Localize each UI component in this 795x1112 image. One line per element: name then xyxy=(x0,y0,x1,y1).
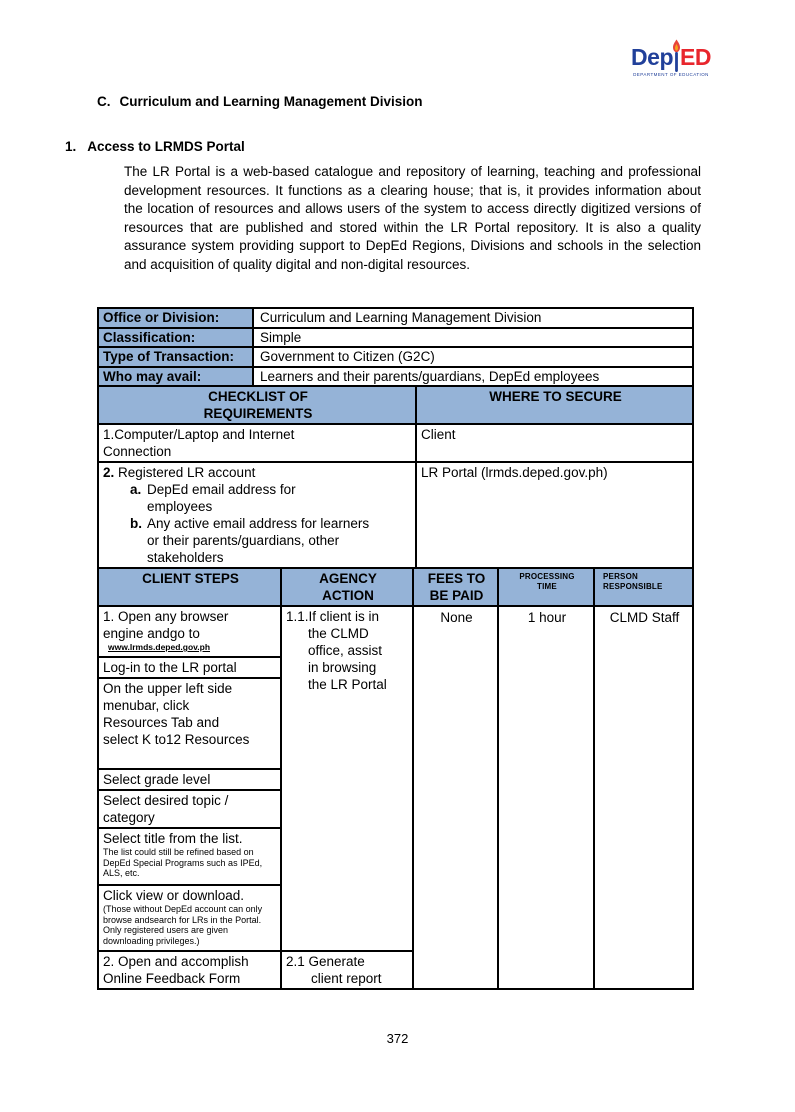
info-label: Classification: xyxy=(98,328,253,348)
requirement-row xyxy=(98,462,693,568)
source-cell: Client xyxy=(416,424,693,462)
requirement-subitem: a. DepEd email address for employees xyxy=(130,482,296,514)
client-step-text: Log-in to the LR portal xyxy=(103,660,237,675)
step-row xyxy=(98,606,693,657)
processing-time-cell: 1 hour xyxy=(498,606,594,989)
client-step-text: Click view or download. xyxy=(103,888,245,903)
logo-caption: DEPARTMENT OF EDUCATION xyxy=(633,72,709,77)
info-value: Learners and their parents/guardians, DepEd employees xyxy=(253,367,693,387)
logo-text-ed: ED xyxy=(680,44,711,70)
requirement-cell xyxy=(98,462,416,568)
deped-logo xyxy=(625,44,717,77)
steps-header-row xyxy=(98,568,693,606)
client-step-note: The list could still be refined based on DepEd Special Programs such as IPEd, ALS, etc. xyxy=(103,847,263,879)
agency-action-text: 1.1.If client is in the CLMD office, assist in browsing the LR Portal xyxy=(286,609,387,692)
agency-action-text: 2.1 Generate client report xyxy=(286,954,382,986)
requirement-subitem: b. Any active email address for learners or their parents/guardians, other stakeholders xyxy=(130,516,370,565)
client-step-text: Select title from the list. xyxy=(103,831,243,846)
agency-action-cell xyxy=(281,606,413,951)
page-number: 372 xyxy=(386,1031,409,1046)
lrmds-url: www.lrmds.deped.gov.ph xyxy=(108,642,211,652)
steps-table xyxy=(97,567,694,990)
logo-wordmark xyxy=(625,44,717,73)
header-client-steps: CLIENT STEPS xyxy=(98,568,281,606)
item-heading xyxy=(65,139,245,154)
requirement-text: 2. Registered LR account xyxy=(103,465,256,480)
header-fees: FEES TO BE PAID xyxy=(413,568,498,606)
section-title: Curriculum and Learning Management Division xyxy=(119,94,423,109)
person-responsible-cell: CLMD Staff xyxy=(594,606,693,989)
list-marker: b. xyxy=(130,516,142,531)
logo-text-dep: Dep xyxy=(631,44,673,70)
info-label: Office or Division: xyxy=(98,308,253,328)
client-step-cell xyxy=(98,657,281,678)
info-row xyxy=(98,347,693,367)
client-step-cell xyxy=(98,769,281,790)
section-letter: C. xyxy=(97,94,111,109)
header-person-responsible: PERSON RESPONSIBLE xyxy=(594,568,693,606)
info-label: Type of Transaction: xyxy=(98,347,253,367)
client-step-text: Select desired topic / category xyxy=(103,793,229,825)
client-step-text: 2. Open and accomplish Online Feedback Form xyxy=(103,954,249,986)
info-row xyxy=(98,367,693,387)
requirements-header-row xyxy=(98,386,693,424)
header-agency-action: AGENCY ACTION xyxy=(281,568,413,606)
source-cell: LR Portal (lrmds.deped.gov.ph) xyxy=(416,462,693,568)
info-table xyxy=(97,307,694,387)
info-value: Simple xyxy=(253,328,693,348)
header-processing-time: PROCESSING TIME xyxy=(498,568,594,606)
item-number: 1. xyxy=(65,139,77,154)
fees-cell: None xyxy=(413,606,498,989)
where-to-secure-header: WHERE TO SECURE xyxy=(416,386,693,424)
charter-tables xyxy=(97,307,696,990)
checklist-header: CHECKLIST OF REQUIREMENTS xyxy=(98,386,416,424)
requirements-table xyxy=(97,385,694,569)
list-marker: a. xyxy=(130,482,142,497)
item-title: Access to LRMDS Portal xyxy=(87,139,245,154)
info-row xyxy=(98,328,693,348)
info-value: Government to Citizen (G2C) xyxy=(253,347,693,367)
client-step-cell xyxy=(98,790,281,828)
client-step-cell xyxy=(98,885,281,951)
client-step-text: 1. Open any browser engine andgo to xyxy=(103,609,229,641)
info-label: Who may avail: xyxy=(98,367,253,387)
requirement-cell xyxy=(98,424,416,462)
info-row xyxy=(98,308,693,328)
info-value: Curriculum and Learning Management Division xyxy=(253,308,693,328)
agency-action-cell xyxy=(281,951,413,989)
client-step-cell xyxy=(98,951,281,989)
client-step-cell xyxy=(98,678,281,769)
requirement-text: 1.Computer/Laptop and Internet Connection xyxy=(103,427,295,459)
client-step-cell xyxy=(98,606,281,657)
list-marker: 2. xyxy=(103,465,115,480)
requirement-row xyxy=(98,424,693,462)
client-step-note: (Those without DepEd account can only browse andsearch for LRs in the Portal. Only registered users are given downloading privileges.) xyxy=(103,904,263,946)
section-heading xyxy=(97,94,423,109)
client-step-text: Select grade level xyxy=(103,772,211,787)
client-step-cell xyxy=(98,828,281,885)
intro-paragraph: The LR Portal is a web-based catalogue and repository of learning, teaching and professional development resources. It functions as a clearing house; that is, it provides information about the location of resources and allows users of the system to access directly digitized versions of resources that are published and stored within the LR Portal repository. It is also a quality assurance system providing support to DepEd Regions, Divisions and schools in the selection and acquisition of quality digital and non-digital resources. xyxy=(124,164,701,272)
client-step-text: On the upper left side menubar, click Resources Tab and select K to12 Resources xyxy=(103,681,250,747)
